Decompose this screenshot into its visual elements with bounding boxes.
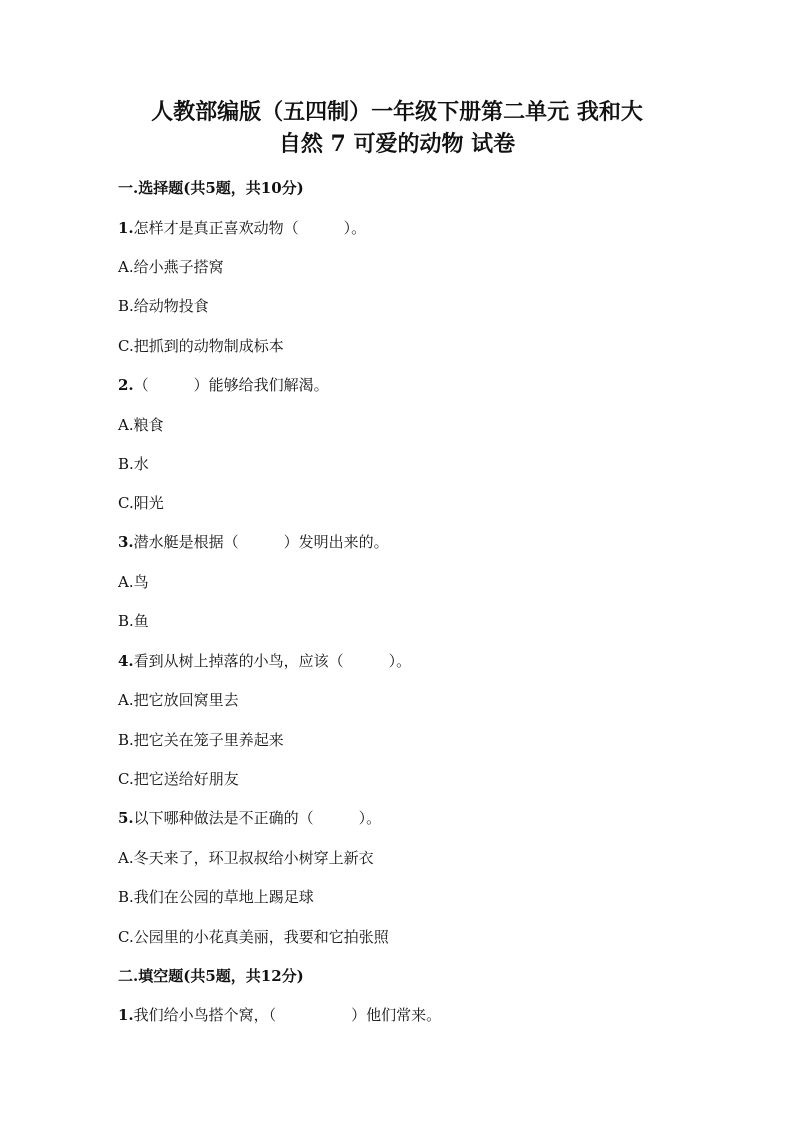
question-1-option-c: C.把抓到的动物制成标本 <box>118 337 284 355</box>
question-3-option-b: B.鱼 <box>118 612 149 630</box>
document-title-line-1: 人教部编版（五四制）一年级下册第二单元 我和大 <box>151 99 643 125</box>
question-stem: 看到从树上掉落的小鸟，应该（ ）。 <box>133 652 412 670</box>
question-2-option-b: B.水 <box>118 455 149 473</box>
section-heading-choice: 一.选择题(共5题，共10分) <box>118 179 304 197</box>
question-stem: 以下哪种做法是不正确的（ ）。 <box>133 809 382 827</box>
question-3-option-a: A.鸟 <box>118 573 149 591</box>
question-stem: （ ）能够给我们解渴。 <box>133 376 329 394</box>
question-5-option-a: A.冬天来了，环卫叔叔给小树穿上新衣 <box>118 849 374 867</box>
question-number: 2. <box>118 376 134 394</box>
question-5 <box>118 808 718 828</box>
question-4-option-c: C.把它送给好朋友 <box>118 770 239 788</box>
question-1 <box>118 218 718 238</box>
question-3 <box>118 532 718 552</box>
question-5-option-b: B.我们在公园的草地上踢足球 <box>118 888 314 906</box>
question-2 <box>118 375 718 395</box>
question-stem: 潜水艇是根据（ ）发明出来的。 <box>133 533 389 551</box>
question-number: 5. <box>118 809 134 827</box>
question-number: 3. <box>118 533 134 551</box>
question-stem: 我们给小鸟搭个窝，（ ）他们常来。 <box>133 1006 442 1024</box>
question-4 <box>118 651 718 671</box>
question-stem: 怎样才是真正喜欢动物（ ）。 <box>133 219 367 237</box>
question-number: 1. <box>118 219 134 237</box>
section-heading-fill-blank: 二.填空题(共5题，共12分) <box>118 967 304 985</box>
question-number: 1. <box>118 1006 134 1024</box>
question-2-option-a: A.粮食 <box>118 416 164 434</box>
question-1-option-b: B.给动物投食 <box>118 297 209 315</box>
question-4-option-a: A.把它放回窝里去 <box>118 691 239 709</box>
question-number: 4. <box>118 652 134 670</box>
document-title-line-2: 自然 7 可爱的动物 试卷 <box>278 131 516 157</box>
question-4-option-b: B.把它关在笼子里养起来 <box>118 731 284 749</box>
question-2-option-c: C.阳光 <box>118 494 164 512</box>
fill-question-1 <box>118 1005 718 1025</box>
question-1-option-a: A.给小燕子搭窝 <box>118 258 224 276</box>
question-5-option-c: C.公园里的小花真美丽，我要和它拍张照 <box>118 928 389 946</box>
